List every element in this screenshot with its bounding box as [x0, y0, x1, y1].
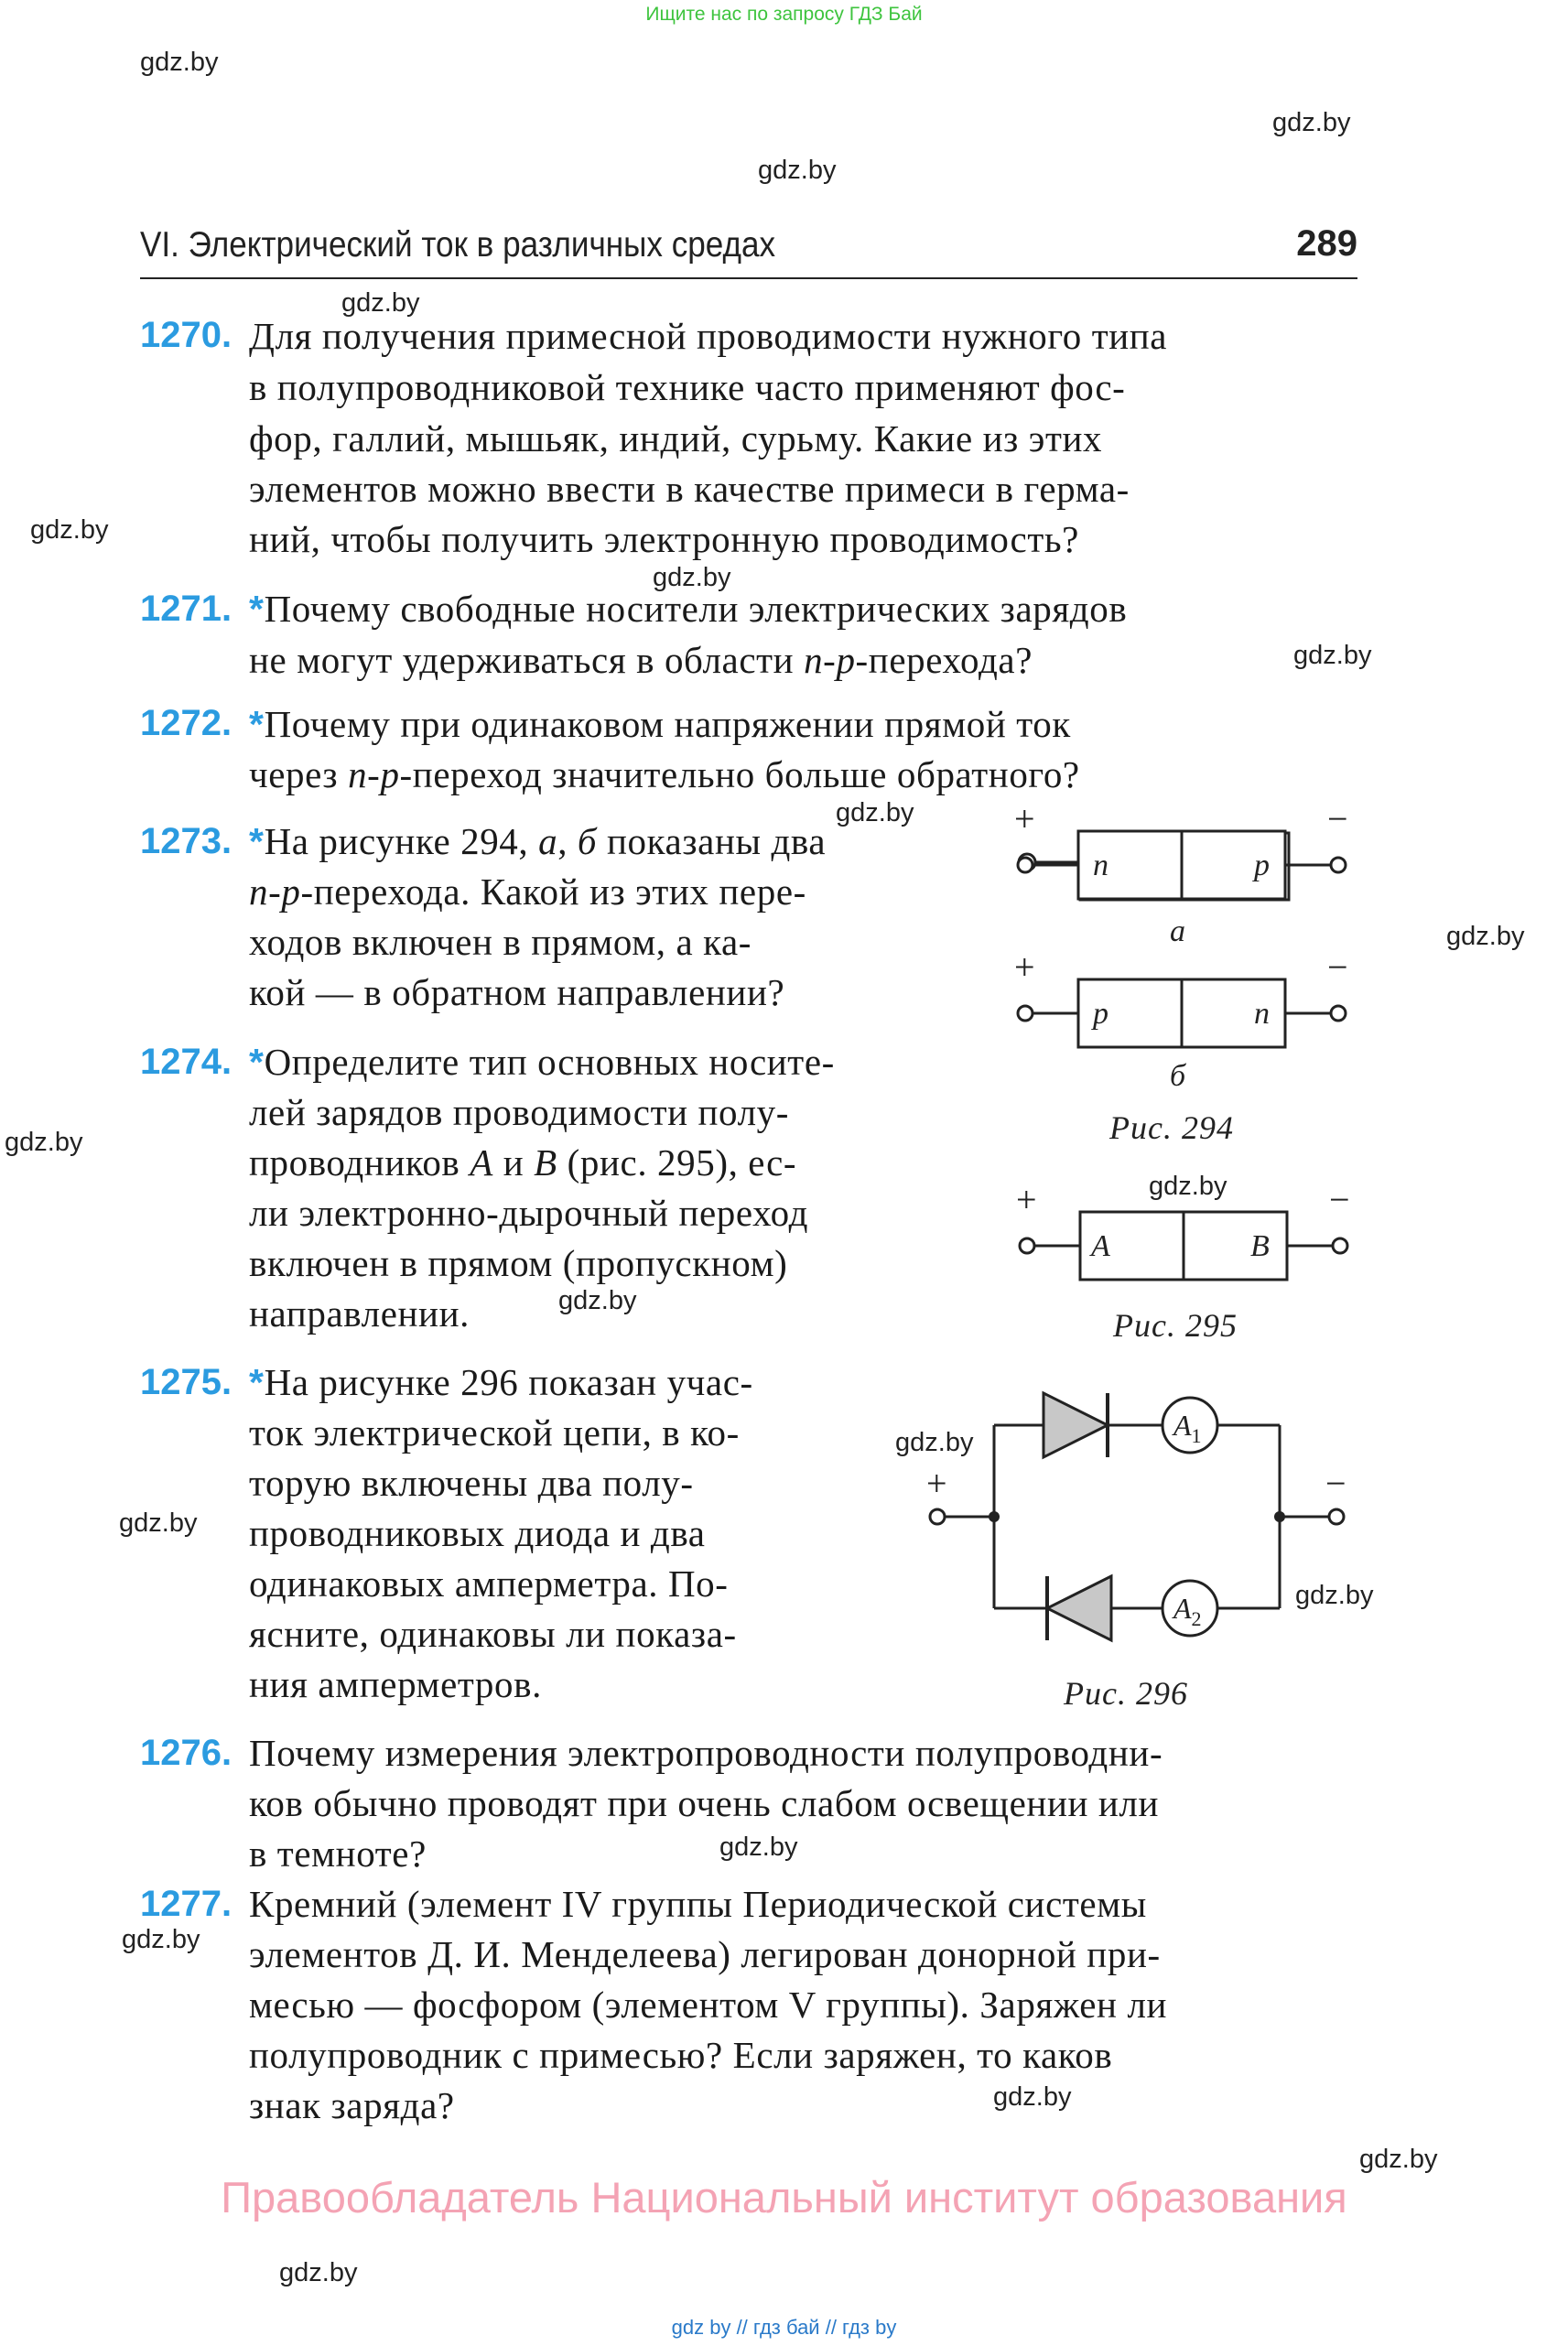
top-banner[interactable]: Ищите нас по запросу ГДЗ Бай: [645, 4, 923, 25]
watermark: gdz.by: [279, 2258, 358, 2287]
watermark: gdz.by: [140, 48, 219, 77]
figure-caption: Рис. 294: [1109, 1109, 1234, 1146]
problem-text: Почему свободные носители электрических зарядов: [264, 588, 1128, 630]
problem-line: [249, 584, 1127, 634]
problem-line: полупроводник с примесью? Если заряжен, то каков: [249, 2034, 1113, 2076]
watermark: gdz.by: [119, 1508, 198, 1538]
plus-sign: +: [1016, 1190, 1037, 1220]
problem-number: 1272.: [140, 703, 232, 743]
figure-caption: Рис. 296: [1064, 1675, 1188, 1712]
watermark: gdz.by: [653, 563, 731, 592]
watermark: gdz.by: [1446, 922, 1525, 951]
watermark: gdz.by: [836, 798, 914, 827]
footer-links[interactable]: gdz by // гдз бай // гдз by: [671, 2316, 897, 2339]
problem-line: знак заряда?: [249, 2084, 455, 2126]
ammeter-label: A: [1173, 1409, 1192, 1442]
problem-line: ний, чтобы получить электронную проводимость?: [249, 518, 1079, 560]
header-rule: [140, 277, 1357, 279]
minus-sign: −: [1327, 809, 1348, 839]
plus-sign: +: [926, 1463, 947, 1504]
watermark: gdz.by: [122, 1925, 200, 1954]
problem-line: ходов включен в прямом, а ка-: [249, 921, 752, 963]
problem-line: Кремний (элемент IV группы Периодической системы: [249, 1883, 1147, 1925]
problem-number: 1270.: [140, 315, 232, 355]
subfig-label: б: [1170, 1059, 1186, 1093]
watermark: gdz.by: [341, 288, 420, 318]
problem-line: ясните, одинаковы ли показа-: [249, 1613, 737, 1655]
problem-line: в темноте?: [249, 1832, 427, 1875]
copyright-notice: Правообладатель Национальный институт образования: [221, 2173, 1347, 2222]
ammeter-label: A: [1173, 1592, 1192, 1625]
problem-line: Почему измерения электропроводности полупроводни-: [249, 1732, 1163, 1774]
figure-294: [1005, 809, 1371, 1157]
watermark: gdz.by: [719, 1832, 798, 1862]
minus-sign: −: [1325, 1463, 1346, 1504]
problem-text: Почему при одинаковом напряжении прямой ток: [264, 703, 1071, 745]
chapter-title: VI. Электрический ток в различных средах: [140, 225, 776, 265]
problem-number: 1275.: [140, 1362, 232, 1402]
figure-caption: Рис. 295: [1113, 1307, 1238, 1344]
minus-sign: −: [1327, 946, 1348, 988]
problem-line: через n-p-переход значительно больше обратного?: [249, 753, 1080, 795]
plus-sign: +: [1014, 946, 1035, 988]
region-label: p: [1254, 849, 1270, 882]
watermark: gdz.by: [758, 156, 837, 185]
watermark: gdz.by: [1272, 108, 1351, 137]
problem-line: одинаковых амперметра. По-: [249, 1562, 729, 1605]
problem-number: 1276.: [140, 1733, 232, 1773]
problem-line: Для получения примесной проводимости нужного типа: [249, 315, 1168, 357]
problem-line: [249, 699, 1071, 750]
watermark: gdz.by: [558, 1286, 637, 1315]
problem-line: [249, 816, 826, 867]
problem-line: проводниковых диода и два: [249, 1512, 706, 1554]
watermark: gdz.by: [1293, 641, 1372, 670]
watermark: gdz.by: [1359, 2145, 1438, 2174]
problem-line: n-p-перехода. Какой из этих пере-: [249, 870, 806, 913]
problem-line: [249, 1037, 835, 1087]
problem-number: 1273.: [140, 821, 232, 861]
figure-295: [1005, 1190, 1371, 1355]
problem-text: На рисунке 294, а, б показаны два: [264, 820, 827, 862]
problem-line: направлении.: [249, 1292, 470, 1335]
diode-bottom: [1047, 1576, 1111, 1640]
figure-296: [915, 1373, 1373, 1721]
watermark: gdz.by: [1149, 1172, 1227, 1201]
problem-line: не могут удерживаться в области n-p-перехода?: [249, 639, 1033, 681]
problem-line: лей зарядов проводимости полу-: [249, 1091, 789, 1133]
subfig-label: а: [1170, 914, 1185, 948]
star-mark: *: [249, 820, 265, 862]
watermark: gdz.by: [1295, 1581, 1374, 1610]
problem-number: 1277.: [140, 1884, 232, 1924]
star-mark: *: [249, 588, 265, 630]
minus-sign: −: [1329, 1190, 1350, 1220]
problem-line: в полупроводниковой технике часто применяют фос-: [249, 366, 1126, 408]
watermark: gdz.by: [5, 1128, 83, 1157]
region-label: p: [1093, 997, 1108, 1031]
plus-sign: +: [1014, 809, 1035, 839]
watermark: gdz.by: [895, 1428, 974, 1457]
problem-line: элементов можно ввести в качестве примеси в герма-: [249, 468, 1130, 510]
watermark: gdz.by: [30, 515, 109, 545]
problem-line: месью — фосфором (элементом V группы). Заряжен ли: [249, 1984, 1168, 2026]
problem-number: 1274.: [140, 1042, 232, 1082]
problem-line: проводников A и B (рис. 295), ес-: [249, 1141, 797, 1184]
ammeter-subscript: 1: [1191, 1424, 1202, 1447]
problem-line: элементов Д. И. Менделеева) легирован донорной при-: [249, 1933, 1161, 1975]
star-mark: *: [249, 703, 265, 745]
problem-number: 1271.: [140, 589, 232, 629]
region-label: B: [1250, 1229, 1270, 1263]
region-label: n: [1254, 997, 1270, 1031]
problem-line: включен в прямом (пропускном): [249, 1242, 788, 1284]
problem-line: фор, галлий, мышьяк, индий, сурьму. Какие из этих: [249, 417, 1103, 459]
problem-text: Определите тип основных носите-: [264, 1041, 835, 1083]
problem-line: торую включены два полу-: [249, 1462, 694, 1504]
diode-top: [1044, 1393, 1108, 1457]
region-label: n: [1093, 849, 1108, 882]
problem-line: ния амперметров.: [249, 1663, 542, 1705]
page-number: 289: [1296, 223, 1357, 264]
problem-line: ли электронно-дырочный переход: [249, 1192, 809, 1234]
problem-line: [249, 1357, 753, 1408]
problem-line: кой — в обратном направлении?: [249, 971, 785, 1013]
star-mark: *: [249, 1041, 265, 1083]
region-label: A: [1091, 1229, 1110, 1263]
watermark: gdz.by: [993, 2082, 1072, 2112]
problem-line: ток электрической цепи, в ко-: [249, 1411, 740, 1454]
ammeter-subscript: 2: [1191, 1607, 1202, 1630]
problem-line: ков обычно проводят при очень слабом освещении или: [249, 1782, 1160, 1824]
star-mark: *: [249, 1361, 265, 1403]
problem-text: На рисунке 296 показан учас-: [264, 1361, 753, 1403]
